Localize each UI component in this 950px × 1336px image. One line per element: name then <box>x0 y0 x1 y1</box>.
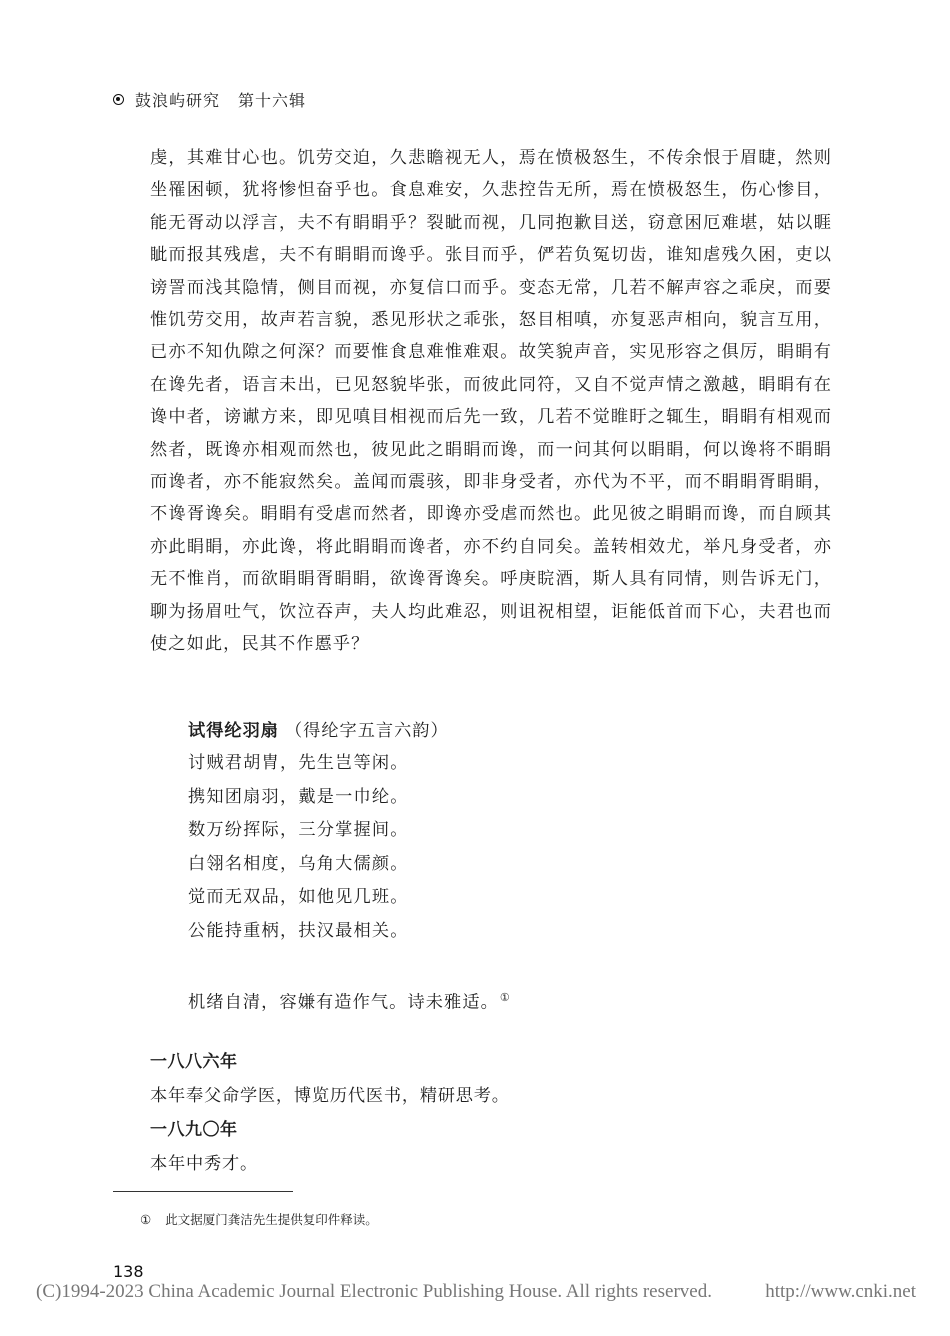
issue-label: 第十六辑 <box>238 91 307 110</box>
poem-title-row <box>188 715 449 747</box>
poem-line: 携知团扇羽，戴是一巾纶。 <box>188 786 409 807</box>
copyright-footer <box>36 1281 916 1303</box>
bullet-icon <box>113 94 124 105</box>
poem <box>188 715 449 948</box>
poem-line: 白翎名相度，乌角大儒颜。 <box>188 853 409 874</box>
poem-line: 公能持重柄，扶汉最相关。 <box>188 920 409 941</box>
footnote <box>140 1210 378 1230</box>
poem-line: 觉而无双品，如他见几班。 <box>188 887 409 907</box>
footnote-text: 此文据厦门龚洁先生提供复印件释读。 <box>165 1212 378 1227</box>
copyright-notice: (C)1994-2023 China Academic Journal Electronic Publishing House. All rights reserved. <box>36 1281 712 1302</box>
poem-comment-block <box>188 982 511 1019</box>
poem-title: 试得纶羽扇 <box>188 721 279 741</box>
footnote-reference[interactable]: ① <box>499 991 511 1004</box>
body-paragraph: 虔，其难甘心也。饥劳交迫，久悲瞻视无人，焉在愤极怒生，不传余恨于眉睫，然则坐罹困顿，犹将惨怛奋乎也。食息难安，久悲控告无所，焉在愤极怒生，伤心惨目，能无胥动以浮言，夫不有睊睊乎？裂眦而视，几同抱歉目送，窃意困厄难堪，姑以睚眦而报其残虐，夫不有睊睊而谗乎。张目而乎，俨若负冤切齿，谁知虐残久困，吏以谤詈而浅其隐情，侧目而视，亦复信口而乎。变态无常，几若不解声容之乖戾，而要惟饥劳交用，故声若言貌，悉见形状之乖张，怒目相嗔，亦复恶声相向，貌言互用，已亦不知仇隙之何深？而要惟食息难惟难艰。故笑貌声音，实见形容之俱厉，睊睊有在谗先者，语言未出，已见怒貌毕张，而彼此同符，又自不觉声情之激越，睊睊有在谗中者，谤谳方来，即见嗔目相视而后先一致，几若不觉睢盱之辄生，睊睊有相观而然者，既谗亦相观而然也，彼见此之睊睊而谗，而一问其何以睊睊，何以谗将不睊睊而谗者，亦不能寂然矣。盖闻而震骇，即非身受者，亦代为不平，而不睊睊胥睊睊，不谗胥谗矣。睊睊有受虐而然者，即谗亦受虐而然也。此见彼之睊睊而谗，而自顾其亦此睊睊，亦此谗，将此睊睊而谗者，亦不约自同矣。盖转相效尤，举凡身受者，亦无不惟肖，而欲睊睊胥睊睊，欲谗胥谗矣。呼庚睆酒，斯人具有同情，则告诉无门，聊为扬眉吐气，饮泣吞声，夫人均此难忍，则诅祝相望，讵能低首而下心，夫君也而使之如此，民其不作慝乎？ <box>150 148 832 655</box>
source-link[interactable]: http://www.cnki.net <box>765 1281 916 1302</box>
poem-subtitle: （得纶字五言六韵） <box>284 721 449 741</box>
journal-title: 鼓浪屿研究 <box>135 91 221 110</box>
year-heading: 一八八六年 <box>150 1052 238 1072</box>
running-header <box>113 88 306 111</box>
footnote-number: ① <box>140 1212 152 1227</box>
year-heading: 一八九〇年 <box>150 1120 238 1140</box>
footnote-divider <box>113 1191 293 1192</box>
page-number: 138 <box>113 1262 144 1281</box>
poem-line: 数万纷挥际，三分掌握间。 <box>188 820 409 840</box>
timeline-entry-1886 <box>150 1045 510 1113</box>
year-text: 本年中秀才。 <box>150 1154 258 1174</box>
poem-comment: 机绪自清，容嫌有造作气。诗未雅适。 <box>188 992 499 1013</box>
timeline-entry-1890 <box>150 1113 258 1181</box>
poem-line: 讨贼君胡胄，先生岂等闲。 <box>188 753 409 773</box>
year-text: 本年奉父命学医，博览历代医书，精研思考。 <box>150 1086 510 1106</box>
